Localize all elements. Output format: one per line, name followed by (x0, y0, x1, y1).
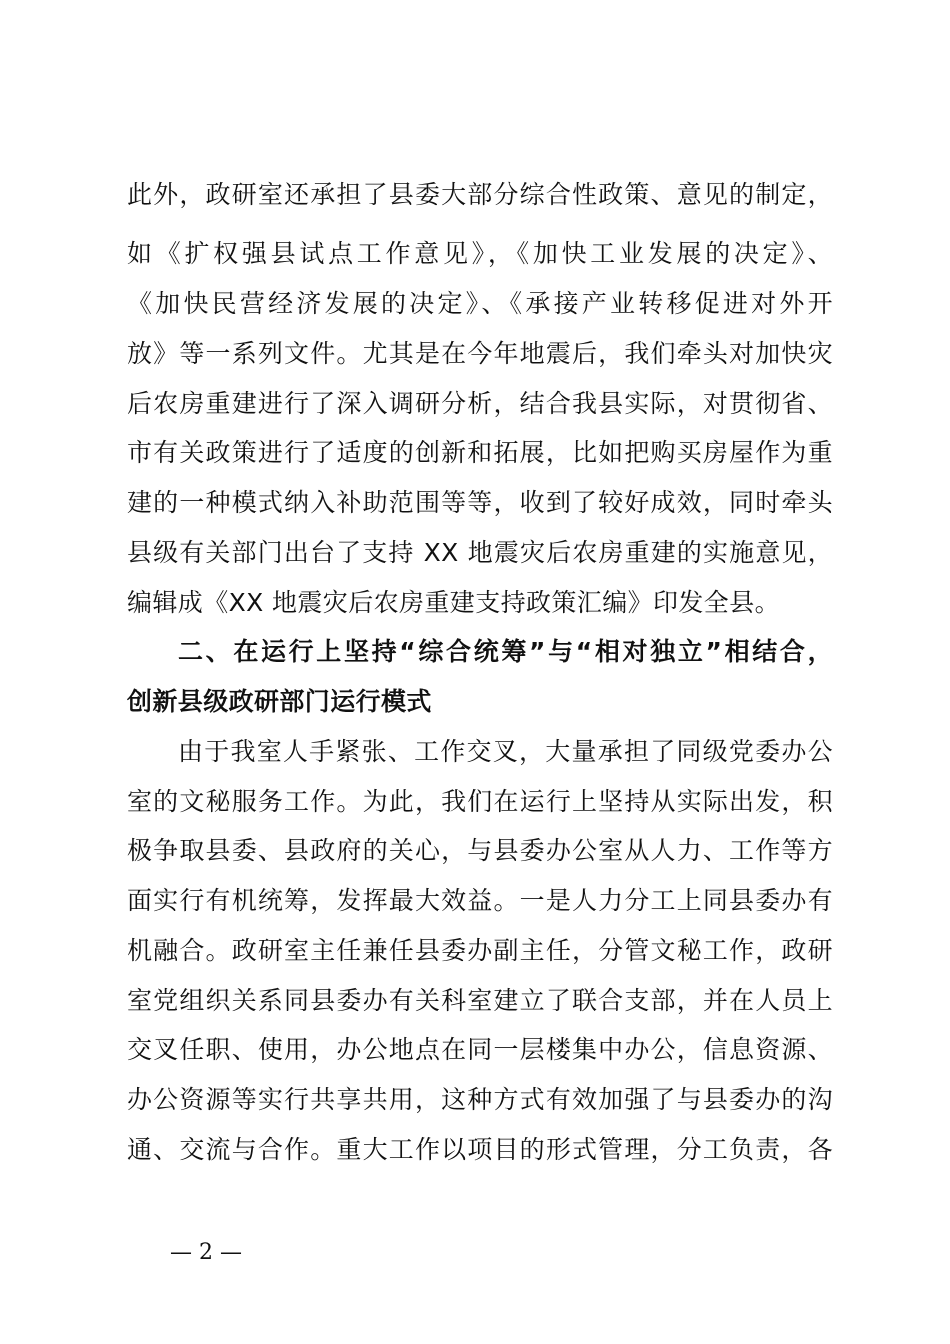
section-heading-line-1: 二、在运行上坚持“综合统筹”与“相对独立”相结合， (178, 637, 833, 666)
paragraph-line: 办公资源等实行共享共用，这种方式有效加强了与县委办的沟 (127, 1085, 833, 1114)
paragraph-line: 后农房重建进行了深入调研分析，结合我县实际，对贯彻省、 (127, 389, 833, 418)
paragraph-line: 通、交流与合作。重大工作以项目的形式管理，分工负责，各 (127, 1135, 833, 1164)
page-number: — 2 — (170, 1240, 242, 1265)
paragraph-line: 极争取县委、县政府的关心，与县委办公室从人力、工作等方 (127, 836, 833, 865)
paragraph-line: 县级有关部门出台了支持 XX 地震灾后农房重建的实施意见， (127, 538, 833, 567)
paragraph-line: 面实行有机统筹，发挥最大效益。一是人力分工上同县委办有 (127, 886, 833, 915)
paragraph-line: 放》等一系列文件。尤其是在今年地震后，我们牵头对加快灾 (127, 339, 833, 368)
paragraph-line: 室的文秘服务工作。为此，我们在运行上坚持从实际出发，积 (127, 787, 833, 816)
paragraph-line: 机融合。政研室主任兼任县委办副主任，分管文秘工作，政研 (127, 936, 833, 965)
paragraph-line: 由于我室人手紧张、工作交叉，大量承担了同级党委办公 (178, 737, 833, 766)
paragraph-line: 编辑成《XX 地震灾后农房重建支持政策汇编》印发全县。 (127, 588, 781, 617)
paragraph-line: 市有关政策进行了适度的创新和拓展，比如把购买房屋作为重 (127, 438, 833, 467)
paragraph-line: 交叉任职、使用，办公地点在同一层楼集中办公，信息资源、 (127, 1035, 833, 1064)
paragraph-line: 建的一种模式纳入补助范围等等，收到了较好成效，同时牵头 (127, 488, 833, 517)
paragraph-line: 室党组织关系同县委办有关科室建立了联合支部，并在人员上 (127, 986, 833, 1015)
section-heading-line-2: 创新县级政研部门运行模式 (127, 687, 432, 716)
paragraph-line: 《加快民营经济发展的决定》、《承接产业转移促进对外开 (127, 289, 833, 318)
paragraph-line: 此外，政研室还承担了县委大部分综合性政策、意见的制定， (127, 180, 833, 209)
paragraph-line: 如《扩权强县试点工作意见》，《加快工业发展的决定》、 (127, 239, 833, 268)
